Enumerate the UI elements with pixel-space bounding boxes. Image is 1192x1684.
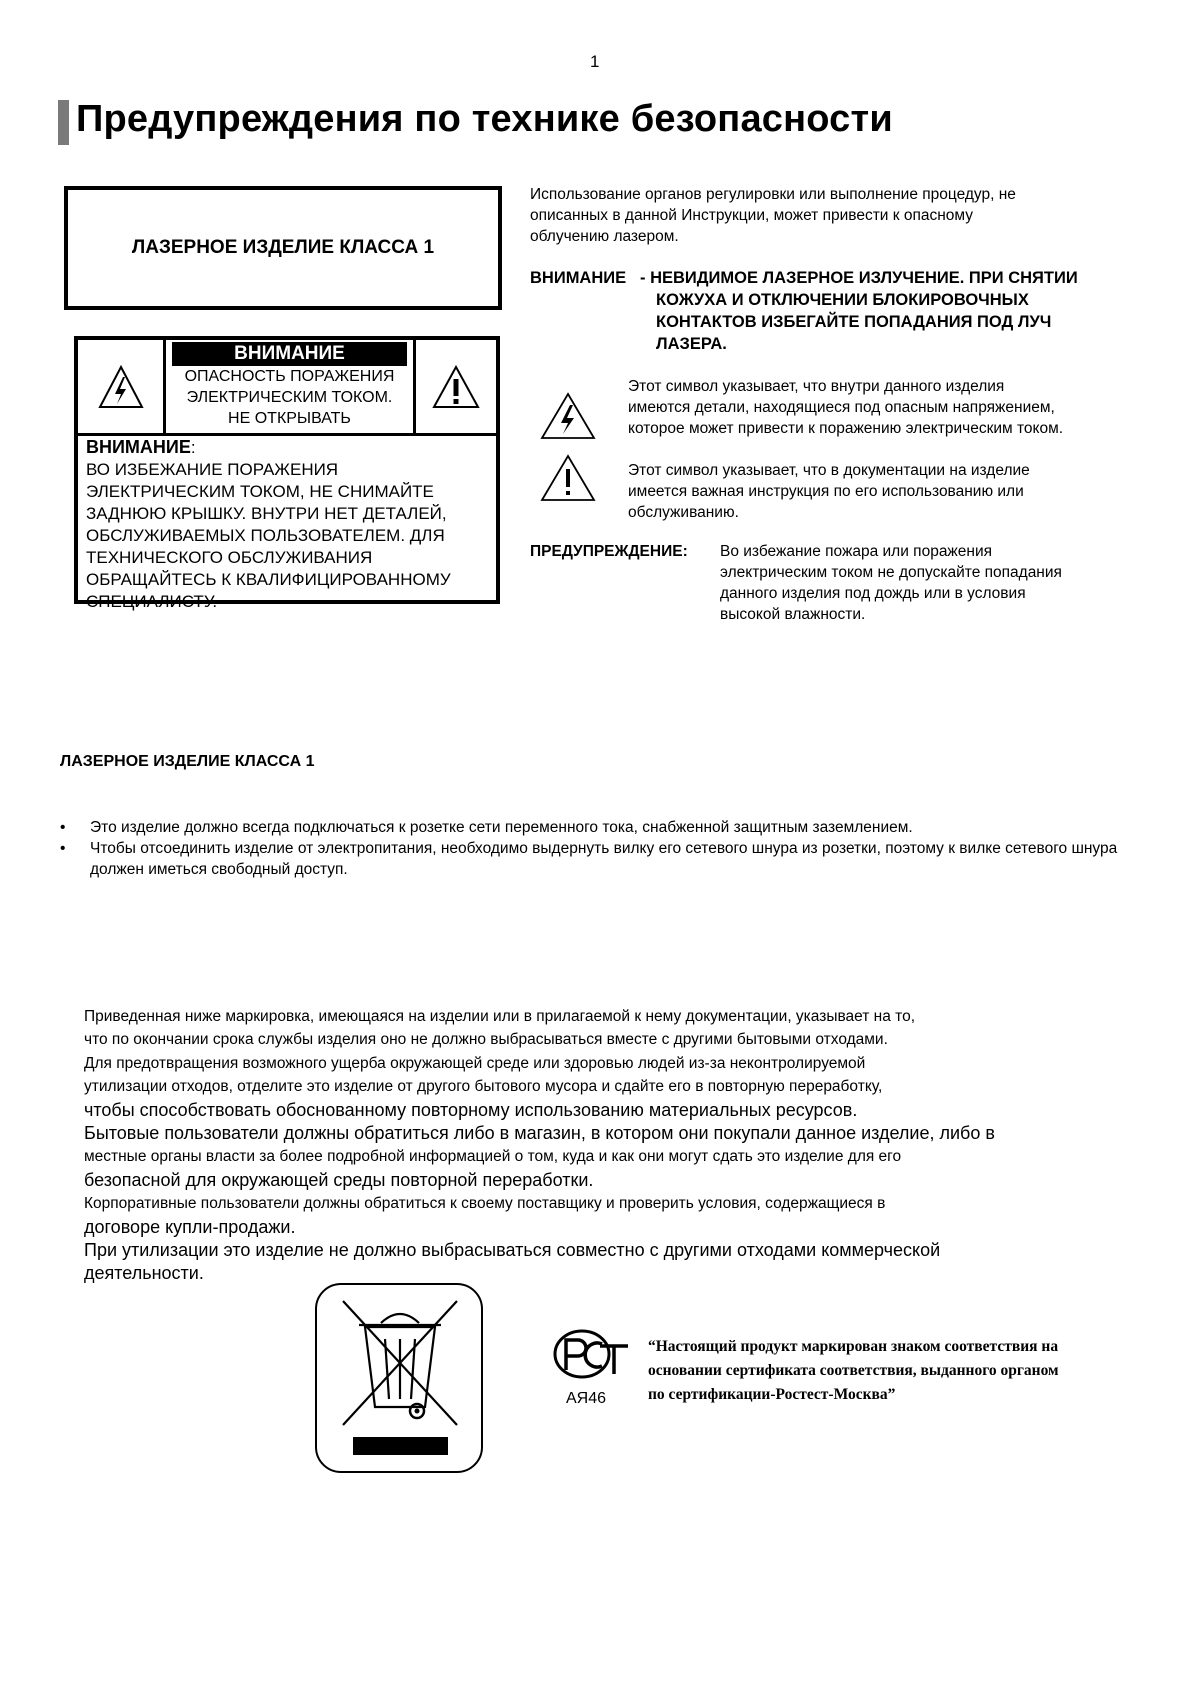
exclamation-triangle-icon [413,340,496,433]
warning-body-line: ОБРАЩАЙТЕСЬ К КВАЛИФИЦИРОВАННОМУ [86,570,451,589]
recycle-line: что по окончании срока службы изделия оно не должно выбрасываться вместе с другими бытовыми отходами. [84,1031,888,1049]
pct-code: АЯ46 [566,1390,607,1407]
warning-body-heading [86,436,496,459]
warning-body-label: ВНИМАНИЕ [86,437,191,457]
symbol-text [628,376,1138,439]
caution-line: КОНТАКТОВ ИЗБЕГАЙТЕ ПОПАДАНИЯ ПОД ЛУЧ [656,313,1052,331]
recycle-line: чтобы способствовать обоснованному повторному использованию материальных ресурсов. [84,1099,858,1120]
list-item: • Чтобы отсоединить изделие от электропитания, необходимо выдернуть вилку его сетевого шнура из розетки, поэтому к вилке сетевого шнура должен иметься свободный доступ. [60,838,1130,880]
symbol-line: имеется важная инструкция по его использованию или [628,483,1024,500]
warning-body-line: ЗАДНЮЮ КРЫШКУ. ВНУТРИ НЕТ ДЕТАЛЕЙ, [86,504,447,523]
caution-line: - НЕВИДИМОЕ ЛАЗЕРНОЕ ИЗЛУЧЕНИЕ. ПРИ СНЯТИИ [640,269,1078,287]
warning-body-line: СПЕЦИАЛИСТУ. [86,592,218,611]
certificate-note [648,1335,1138,1407]
intro-line: облучению лазером. [530,228,679,245]
intro-paragraph [530,184,1140,247]
warning-sub-line: НЕ ОТКРЫВАТЬ [228,410,351,427]
recycling-paragraph [84,1005,1144,1286]
intro-line: Использование органов регулировки или выполнение процедур, не [530,186,1016,203]
warning-header-row [78,340,496,436]
grounding-bullets [60,817,1130,880]
laser-subheading: ЛАЗЕРНОЕ ИЗДЕЛИЕ КЛАССА 1 [60,753,315,770]
recycle-line: деятельности. [84,1263,204,1284]
symbol-line: Этот символ указывает, что внутри данного изделия [628,378,1005,395]
warning-body-line: ТЕХНИЧЕСКОГО ОБСЛУЖИВАНИЯ [86,548,373,567]
moisture-warning-line: электрическим током не допускайте попадания [720,564,1062,581]
list-item: • Это изделие должно всегда подключаться к розетке сети переменного тока, снабженной защитным заземлением. [60,817,1130,838]
moisture-warning-line: Во избежание пожара или поражения [720,543,993,560]
page-title: Предупреждения по технике безопасности [76,98,893,140]
warning-body [86,436,496,613]
recycle-line: утилизации отходов, отделите это изделие от другого бытового мусора и сдайте его в повторную переработку, [84,1078,883,1096]
page-number: 1 [590,52,600,71]
intro-line: описанных в данной Инструкции, может привести к опасному [530,207,973,224]
laser-class-box [64,186,502,310]
recycle-line: местные органы власти за более подробной информацией о том, куда и как они могут сдать это изделие для его [84,1148,902,1166]
recycle-line: При утилизации это изделие не должно выбрасываться совместно с другими отходами коммерческой [84,1240,941,1261]
caution-label: ВНИМАНИЕ [530,269,627,287]
warning-body-colon: : [190,438,196,457]
warning-body-line: ЭЛЕКТРИЧЕСКИМ ТОКОМ, НЕ СНИМАЙТЕ [86,482,434,501]
lightning-triangle-icon [78,340,166,433]
caution-line: КОЖУХА И ОТКЛЮЧЕНИИ БЛОКИРОВОЧНЫХ [656,291,1029,309]
warning-header-center [166,340,413,433]
certificate-line: по сертификации-Ростест-Москва” [648,1386,896,1403]
symbol-line: которое может привести к поражению электрическим током. [628,420,1064,437]
title-accent-bar [58,100,69,145]
exclamation-triangle-icon [540,454,596,506]
certificate-line: основании сертификата соответствия, выданного органом [648,1362,1059,1379]
warning-sub-line: ОПАСНОСТЬ ПОРАЖЕНИЯ [184,368,395,385]
laser-class-label: ЛАЗЕРНОЕ ИЗДЕЛИЕ КЛАССА 1 [131,237,435,258]
moisture-warning-line: высокой влажности. [720,606,866,623]
weee-bar [353,1437,448,1455]
pct-certification-icon [552,1328,630,1380]
warning-body-line: ВО ИЗБЕЖАНИЕ ПОРАЖЕНИЯ [86,460,339,479]
symbol-line: имеются детали, находящиеся под опасным напряжением, [628,399,1055,416]
caution-text [640,267,1126,355]
recycle-line: договоре купли-продажи. [84,1216,296,1237]
warning-body-line: ОБСЛУЖИВАЕМЫХ ПОЛЬЗОВАТЕЛЕМ. ДЛЯ [86,526,445,545]
warning-sub-line: ЭЛЕКТРИЧЕСКИМ ТОКОМ. [186,389,393,406]
lightning-triangle-icon [540,392,596,444]
caution-line: ЛАЗЕРА. [656,335,727,353]
recycle-line: Корпоративные пользователи должны обратиться к своему поставщику и проверить условия, содержащиеся в [84,1195,886,1213]
crossed-bin-icon [335,1295,465,1435]
symbol-line: обслуживанию. [628,504,739,521]
moisture-warning-label: ПРЕДУПРЕЖДЕНИЕ: [530,543,688,560]
symbol-line: Этот символ указывает, что в документации на изделие [628,462,1030,479]
certificate-line: “Настоящий продукт маркирован знаком соответствия на [648,1338,1059,1355]
recycle-line: Приведенная ниже маркировка, имеющаяся на изделии или в прилагаемой к нему документации, указывает на то, [84,1008,916,1025]
recycle-line: Для предотвращения возможного ущерба окружающей среде или здоровью людей из-за неконтролируемой [84,1054,866,1072]
moisture-warning-line: данного изделия под дождь или в условия [720,585,1026,602]
recycle-line: Бытовые пользователи должны обратиться либо в магазин, в котором они покупали данное изделие, либо в [84,1123,995,1144]
recycle-line: безопасной для окружающей среды повторной переработки. [84,1169,594,1190]
moisture-warning-text [720,541,1130,625]
warning-label-box [74,336,500,611]
warning-header: ВНИМАНИЕ [172,342,407,366]
symbol-text [628,460,1138,523]
